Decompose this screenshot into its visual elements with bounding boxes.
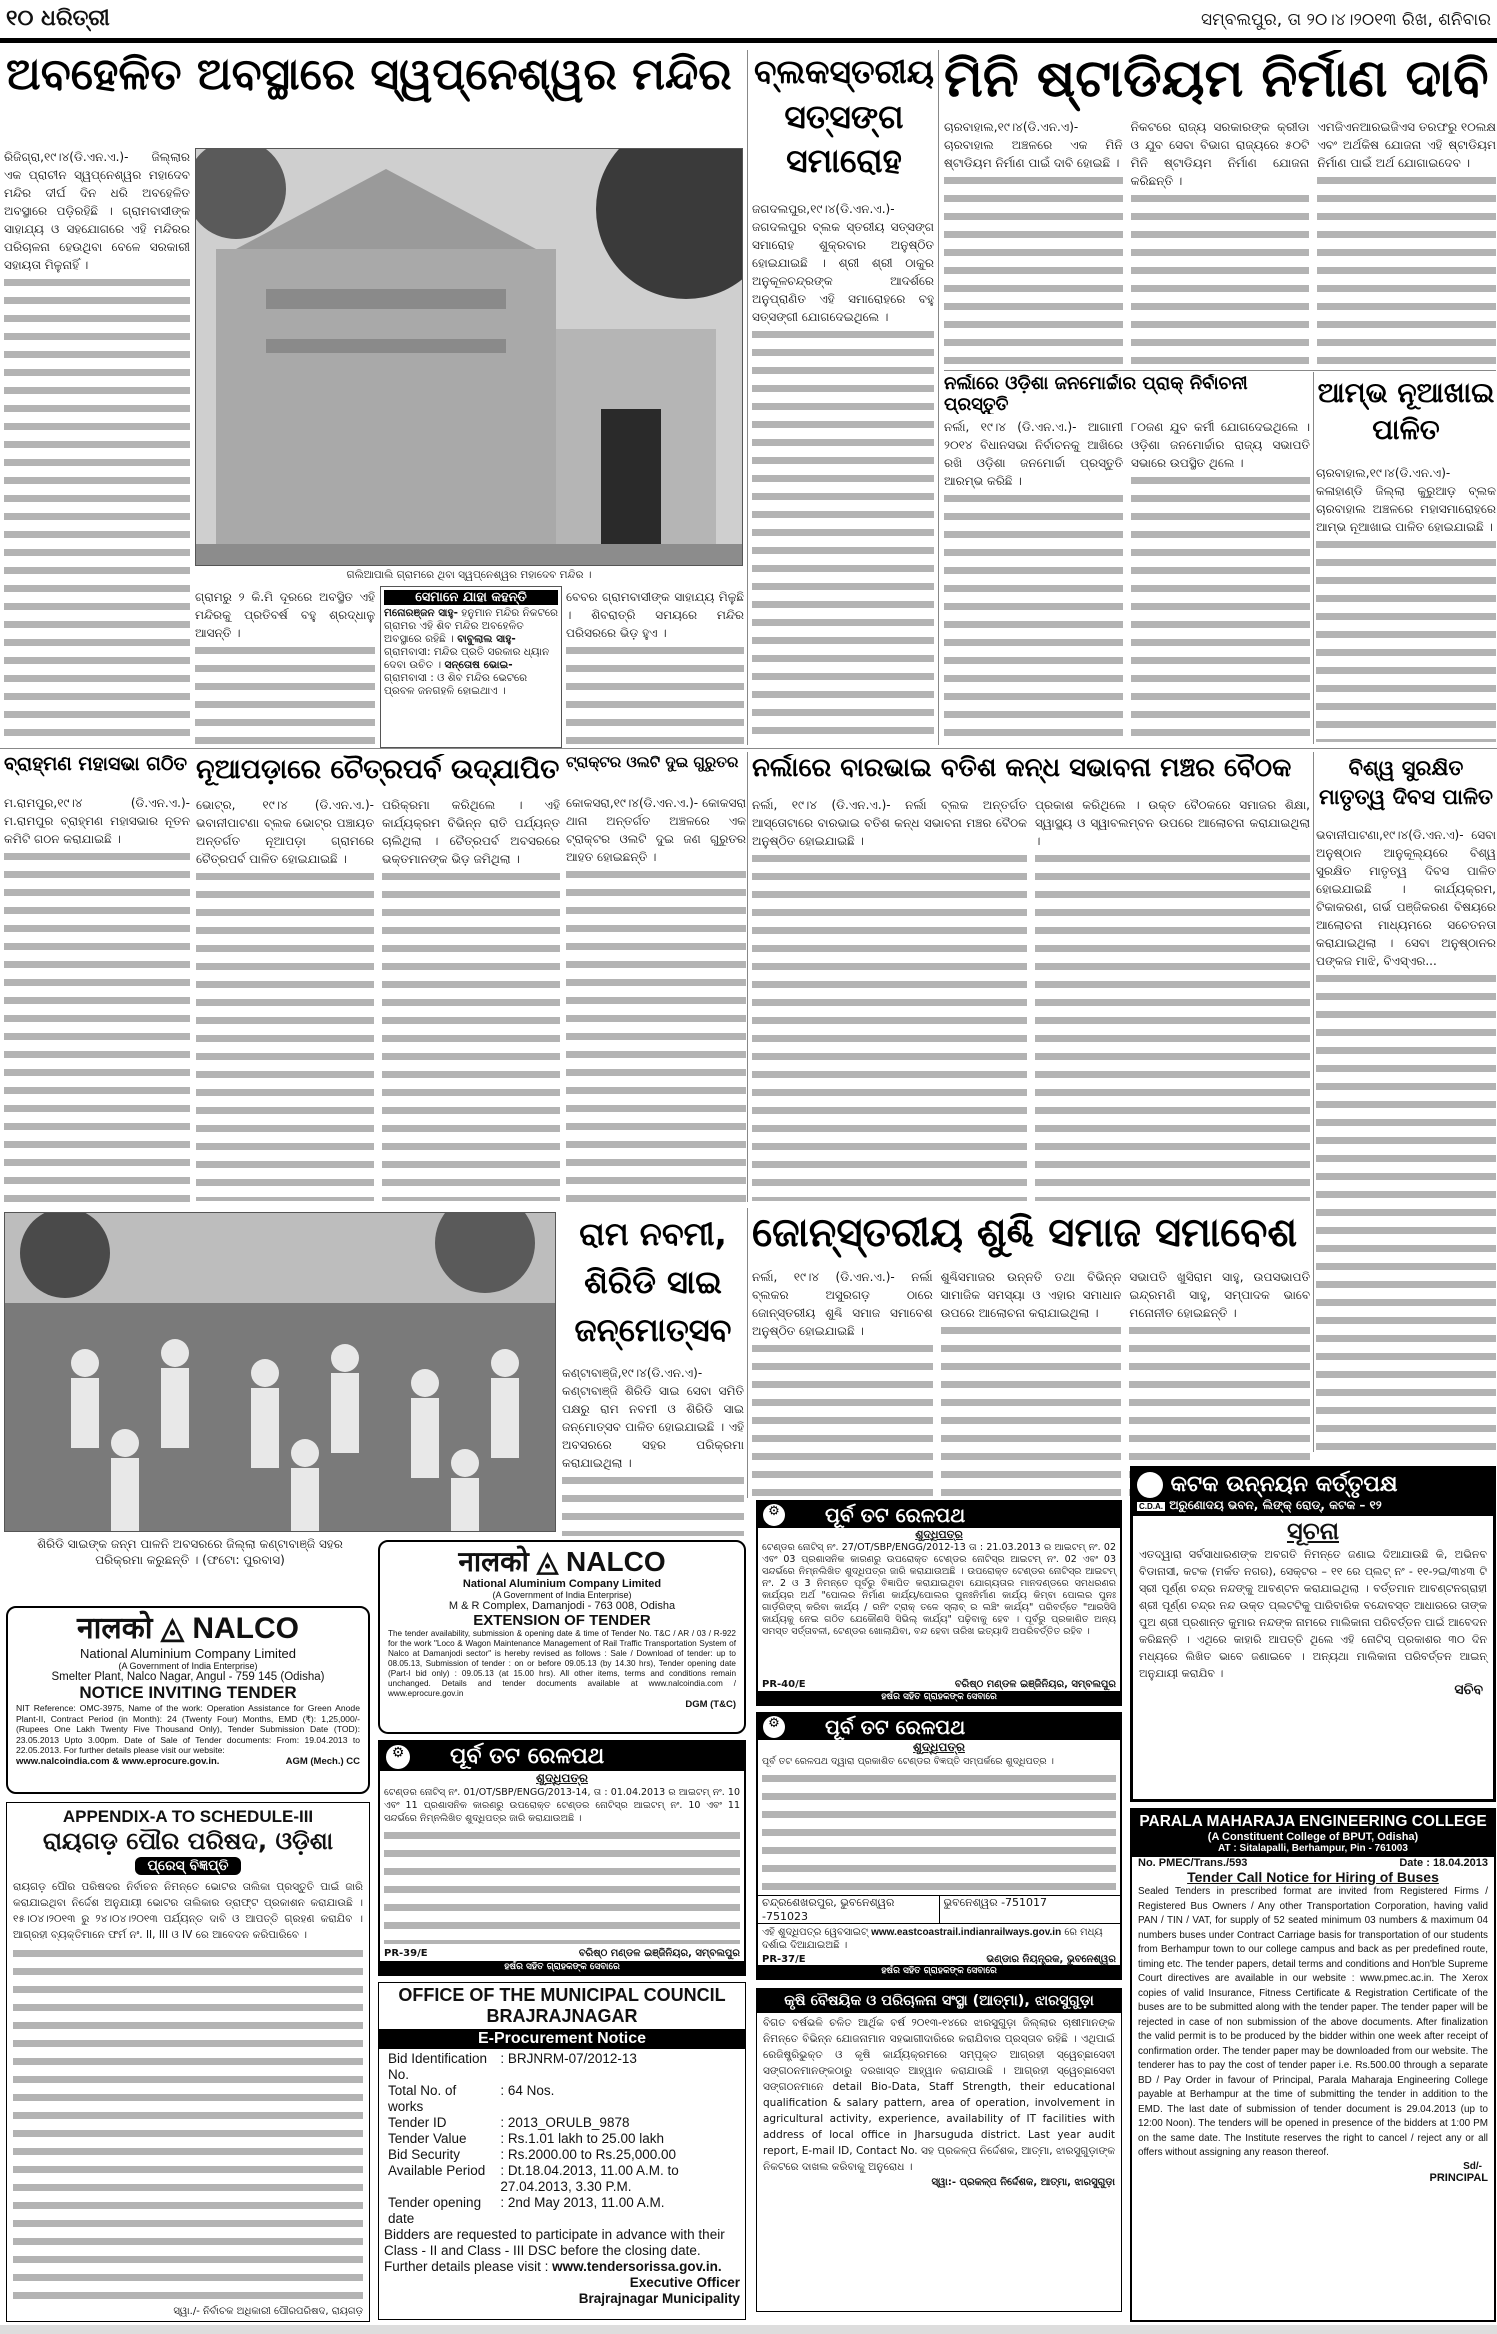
quote-text: ଗ୍ରାମବାସୀ: ମନ୍ଦିର ପ୍ରତି ସରକାର ଧ୍ୟାନ ଦେବା ଉଚିତ । <box>384 646 550 671</box>
rail-logo-icon: ⚙ <box>386 1745 410 1769</box>
article-text: ପରିକ୍ରମା କରିଥିଲେ । ଏହି କାର୍ଯ୍ୟକ୍ରମ ବିଭିନ୍ନ ରାତି ପର୍ଯ୍ୟନ୍ତ ଚାଲିଥିଲା । ଚୈତ୍ରପର୍ବ ଅବସରରେ ଭକ୍ତମାନଙ୍କ ଭିଡ଼ ଜମିଥିଲା । <box>382 798 560 866</box>
text-lines <box>944 490 1123 742</box>
rail-header <box>758 1502 1120 1528</box>
article-text: ଶୁଣ୍ଢିସମାଜର ଉନ୍ନତି ତଥା ବିଭିନ୍ନ ସାମାଜିକ ସମସ୍ୟା ଓ ଏହାର ସମାଧାନ ଉପରେ ଆଲୋଚନା କରାଯାଇଥିଲା । <box>940 1270 1122 1320</box>
ad-title: NOTICE INVITING TENDER <box>79 1683 297 1702</box>
bid-row <box>384 2163 740 2195</box>
cda-title: କଟକ ଉନ୍ନୟନ କର୍ତ୍ତୃପକ୍ଷ <box>1170 1472 1398 1497</box>
article-text: ଜଗଦଲପୁର,୧୯।୪(ଡି.ଏନ.ଏ.)- ଜଗଦଲପୁର ବ୍ଲକ ସ୍ତରୀୟ ସତ୍‌ସଙ୍ଗ ସମାରୋହ ଶୁକ୍ରବାର ଅନୁଷ୍ଠିତ ହୋଇଯାଇଛି । ଶ୍ରୀ ଶ୍ରୀ ଠାକୁର ଅନୁକୂଳଚନ୍ଦ୍ରଙ୍କ ଆଦର୍ଶରେ ଅନୁପ୍ରାଣିତ ଏହି ସମାରୋହରେ ବହୁ ସତ୍‌ସଙ୍ଗୀ ଯୋଗଦେଇଥିଲେ । <box>752 202 934 324</box>
rally-image <box>5 1213 556 1532</box>
rail-logo-icon: ⚙ <box>763 1504 785 1526</box>
further-label: Further details please visit : <box>384 2259 549 2274</box>
company-address: Smelter Plant, Nalco Nagar, Angul - 759 145 (Odisha) <box>51 1671 325 1683</box>
text-lines <box>762 1770 1116 1893</box>
rail-sub: ଶୁଦ୍ଧିପତ୍ର <box>913 1740 965 1754</box>
rail-sub: ଶୁଦ୍ଧିପତ୍ର <box>536 1771 588 1785</box>
company-sub: (A Government of India Enterprise) <box>118 1661 258 1671</box>
rally-photo <box>4 1212 556 1532</box>
text-lines <box>1316 536 1496 742</box>
text-lines <box>566 642 744 744</box>
article-chaitra-body <box>196 796 560 1201</box>
rail-address: ଭୁବନେଶ୍ୱର -751017 <box>943 1896 1048 1909</box>
temple-photo-caption: ଗଲିଆପାଲି ଗ୍ରାମରେ ଥିବା ସ୍ୱପ୍ନେଶ୍ୱର ମହାଦେବ ମନ୍ଦିର । <box>346 569 592 581</box>
text-lines <box>195 642 375 744</box>
article-text: ଭୋଟ୍ର, ୧୯।୪ (ଡି.ଏନ.ଏ.)- ଭବାନୀପାଟଣା ବ୍ଲକ ଭୋଟ୍ର ପଞ୍ଚାୟତ ଅନ୍ତର୍ଗତ ନୂଆପଡ଼ା ଗ୍ରାମରେ ଚୈତ୍ରପର୍ବ ପାଳିତ ହୋଇଯାଇଛି । <box>196 798 374 866</box>
dateline: ସମ୍ବଲପୁର, ତା ୨୦।୪।୨୦୧୩ ରିଖ, ଶନିବାର <box>1200 10 1491 30</box>
article-stadium-body <box>944 118 1496 368</box>
bid-value: : 64 Nos. <box>500 2083 555 2098</box>
rail-logo-icon: ⚙ <box>763 1716 785 1738</box>
web-prefix: ଏହି ଶୁଦ୍ଧିପତ୍ର ୱେବସାଇଟ୍ <box>762 1927 868 1938</box>
bid-value: : Dt.18.04.2013, 11.00 A.M. to 27.04.2013, 3.30 P.M. <box>500 2163 679 2194</box>
ad-title: କୃଷି ବୈଷୟିକ ଓ ପରିଚାଳନା ସଂସ୍ଥା (ଆତ୍ମା), ଝାରସୁଗୁଡ଼ା <box>757 1989 1121 2013</box>
text-lines <box>1316 970 1496 1456</box>
ad-website[interactable]: www.eastcoastrail.indianrailways.gov.in <box>871 1927 1062 1938</box>
headline-janamorcha: ନର୍ଲାରେ ଓଡ଼ିଶା ଜନମୋର୍ଚ୍ଚାର ପ୍ରାକ୍ ନିର୍ବାଚନୀ ପ୍ରସ୍ତୁତି <box>944 374 1248 414</box>
quotes-box <box>380 586 562 748</box>
company-address: M & R Complex, Damanjodi - 763 008, Odisha <box>448 1600 676 1612</box>
ad-body: ରାୟଗଡ଼ ପୌର ପରିଷଦର ନିର୍ବାଚନ ନିମନ୍ତେ ଭୋଟର ତାଲିକା ପ୍ରସ୍ତୁତି ପାଇଁ ଜାରି କରାଯାଇଥିବା ନିର୍ଦ୍ଦେଶ ଅନୁଯାୟୀ ଭୋଟର ତାଲିକାର ଡ୍ରାଫ୍ଟ ପ୍ରକାଶନ କରାଯାଉଛି । ୧୫।୦୪।୨୦୧୩ ରୁ ୨୪।୦୪।୨୦୧୩ ପର୍ଯ୍ୟନ୍ତ ଦାବି ଓ ଆପତ୍ତି ଗ୍ରହଣ କରାଯିବ । ଆଗ୍ରହୀ ବ୍ୟକ୍ତିମାନେ ଫର୍ମ ନଂ. II, III ଓ IV ରେ ଆବେଦନ କରିପାରିବେ । <box>13 1881 363 1941</box>
article-temple-body-3 <box>566 588 744 744</box>
text-lines <box>382 868 560 1201</box>
rail-title: ପୂର୍ବ ତଟ ରେଳପଥ <box>450 1744 605 1769</box>
headline-ramnavami: ରାମ ନବମୀ, ଶିରିଡି ସାଇ ଜନ୍ମୋତ୍ସବ <box>574 1215 732 1349</box>
bid-value: : 2013_ORULB_9878 <box>500 2115 630 2130</box>
article-temple-body <box>4 148 190 740</box>
column-divider <box>747 50 748 745</box>
article-text: କୋକସରା,୧୯।୪(ଡି.ଏନ.ଏ.)- କୋକସରା ଥାନା ଅନ୍ତର୍ଗତ ଅଞ୍ଚଳରେ ଏକ ଟ୍ରାକ୍ଟର ଓଲଟି ଦୁଇ ଜଣ ଗୁରୁତର ଆହତ ହୋଇଛନ୍ତି । <box>566 796 746 864</box>
page-footer-strip <box>0 2325 1497 2334</box>
section-rule <box>944 370 1496 371</box>
company-name: National Aluminium Company Limited <box>79 1646 297 1661</box>
page-number: ୧୦ ଧରିତ୍ରୀ <box>6 6 110 31</box>
bid-value: : Rs.1.01 lakh to 25.00 lakh <box>500 2131 664 2146</box>
quotes-box-title: ସେମାନେ ଯାହା କହନ୍ତି <box>384 590 558 605</box>
article-text: ନର୍ଲା, ୧୯।୪ (ଡି.ଏନ.ଏ.)- ଆଗାମୀ ୨୦୧୪ ବିଧାନସଭା ନିର୍ବାଚନକୁ ଆଖିରେ ରଖି ଓଡ଼ିଶା ଜନମୋର୍ଚ୍ଚା ପ୍ରସ୍ତୁତି ଆରମ୍ଭ କରିଛି । <box>944 420 1123 488</box>
article-text: ନର୍ଲା, ୧୯।୪ (ଡି.ଏନ.ଏ.)- ନର୍ଲା ବ୍ଲକ ଅନ୍ତର୍ଗତ ଆସ୍ତୋଟାରେ ବାରଭାଇ ବତିଶ କନ୍ଧ ସଭାବନା ମଞ୍ଚର ବୈଠକ ଅନୁଷ୍ଠିତ ହୋଇଯାଇଛି । <box>752 798 1027 848</box>
article-text: କଣ୍ଟାବାଞ୍ଜି,୧୯।୪(ଡି.ଏନ.ଏ)- କଣ୍ଟାବାଞ୍ଜି ଶିରିଡି ସାଇ ସେବା ସମିତି ପକ୍ଷରୁ ରାମ ନବମୀ ଓ ଶିରିଡି ସାଇ ଜନ୍ମୋତ୍ସବ ପାଳିତ ହୋଇଯାଇଛି । ଏହି ଅବସରରେ ସହର ପରିକ୍ରମା କରାଯାଇଥିଲା । <box>562 1366 744 1470</box>
ad-signatory-2: PRINCIPAL <box>1429 2171 1488 2184</box>
bid-value: : BRJNRM-07/2012-13 <box>500 2051 637 2066</box>
headline-barabhai: ନର୍ଲାରେ ବାରଭାଇ ବତିଶ କନ୍ଧ ସଭାବନା ମଞ୍ଚର ବୈଠକ <box>752 754 1292 783</box>
article-text: ବେବର ଗ୍ରାମବାସୀଙ୍କ ସାହାଯ୍ୟ ମିଳୁଛି । ଶିବରାତ୍ରି ସମୟରେ ମନ୍ଦିର ପରିସରରେ ଭିଡ଼ ହୁଏ । <box>566 590 744 640</box>
ad-signatory: DGM (T&C) <box>685 1699 736 1710</box>
ad-signatory: ସଚିବ <box>1454 1682 1483 1698</box>
article-text: ଚାରବାହାଲ,୧୯।୪(ଡି.ଏନ.ଏ)- ଚାରବାହାଲ ଅଞ୍ଚଳରେ ଏକ ମିନି ଷ୍ଟାଡିୟମ ନିର୍ମାଣ ପାଇଁ ଦାବି ହୋଇଛି । <box>944 120 1123 170</box>
text-lines <box>13 1945 363 2302</box>
headline-tractor: ଟ୍ରାକ୍ଟର ଓଲଟି ଦୁଇ ଗୁରୁତର <box>566 754 739 771</box>
ad-date: Date : 18.04.2013 <box>1399 1857 1488 1869</box>
article-text: ନର୍ଲା, ୧୯।୪ (ଡି.ଏନ.ଏ.)- ନର୍ଲା ବ୍ଲକର ଅସୁରଗଡ଼ ଠାରେ ଜୋନ୍‌ସ୍ତରୀୟ ଶୁଣ୍ଢି ସମାଜ ସମାବେଶ ଅନୁଷ୍ଠିତ ହୋଇଯାଇଛି । <box>752 1270 933 1338</box>
web-suffix: ରେ ମଧ୍ୟ ଦର୍ଶାଇ ଦିଆଯାଇଅଛି । <box>762 1927 1103 1951</box>
column-divider <box>938 50 939 745</box>
ad-cda <box>1130 1466 1496 1802</box>
ad-body: The tender availability, submission & opening date & time of Tender No. T&C / AR / 03 / R-922 for the work "Loco & Wagon Maintenance Management of Rail Traffic Transportation System of Nalco at Damanjodi sector" is hereby revised as follows : Sale / Download of tender: up to 08.05.13, Submission of tender : on or before 09.05.13 (by 14.30 hrs), Tender opening date (Part-I bid only) : 09.05.13 (at 15.00 hrs). All other items, terms and conditions remain unchanged. Details and tender documents available at www.nalcoindia.com / www.eprocure.gov.in <box>388 1629 736 1698</box>
cda-heading: ସୂଚନା <box>1286 1517 1339 1545</box>
ad-municipal <box>378 1982 746 2320</box>
bid-label: Tender ID <box>388 2115 447 2130</box>
ad-badge: ପ୍ରେସ୍ ବିଜ୍ଞପ୍ତି <box>135 1857 240 1875</box>
cda-address: ଅରୁଣୋଦୟ ଭବନ, ଲିଙ୍କ୍ ରୋଡ୍, କଟକ – ୧୨ <box>1169 1498 1382 1512</box>
quote-name: ବାବୁଲାଲ ସାହୁ- <box>457 633 516 645</box>
article-brahman-body <box>4 794 190 1202</box>
quote-text: ଗ୍ରାମବାସୀ : ଓ ଶିବ ମନ୍ଦିର ଭେଟରେ ପ୍ରବଳ ଜନଗହଳି ହୋଇଥାଏ । <box>384 672 528 697</box>
article-text: ନିକଟରେ ରାଜ୍ୟ ସରକାରଙ୍କ କ୍ରୀଡା ଓ ଯୁବ ସେବା ବିଭାଗ ରାଜ୍ୟରେ ୫୦ଟି ମିନି ଷ୍ଟାଡିୟମ ନିର୍ମାଣ ଯୋଜନା କରିଛନ୍ତି । <box>1130 120 1310 188</box>
bid-label: Total No. of works <box>388 2083 457 2114</box>
rail-sub: ଶୁଦ୍ଧିପତ୍ର <box>915 1528 963 1541</box>
rail-footer: ହର୍ଷର ସହିତ ଗ୍ରାହକଙ୍କ ସେବାରେ <box>758 1691 1120 1704</box>
bid-row <box>384 2083 740 2115</box>
ad-atma <box>756 1988 1122 2312</box>
ad-subtitle: (A Constituent College of BPUT, Odisha) <box>1207 1831 1419 1843</box>
bid-label: Bid Security <box>388 2147 461 2162</box>
headline-shundi: ଜୋନ୍‌ସ୍ତରୀୟ ଶୁଣ୍ଢି ସମାଜ ସମାବେଶ <box>752 1210 1298 1256</box>
rally-photo-caption: ଶିରିଡି ସାଇଙ୍କ ଜନ୍ମ ପାଳନି ଅବସରରେ ଜିଲ୍ଲା କଣ୍ଟାବାଞ୍ଜି ସହର ପରିକ୍ରମା କରୁଛନ୍ତି । (ଫଟୋ: ପୁରବାସ) <box>37 1537 343 1567</box>
headline-maternity: ବିଶ୍ୱ ସୁରକ୍ଷିତ ମାତୃତ୍ୱ ଦିବସ ପାଳିତ <box>1318 756 1493 810</box>
article-janamorcha-body <box>944 418 1310 742</box>
nalco-hindi-logo: नालको <box>458 1546 529 1577</box>
quote-text: ହନୁମାନ ମନ୍ଦିର ନିକଟରେ ଗ୍ରାମର ଏହି ଶିବ ମନ୍ଦିର ଅବହେଳିତ ଅବସ୍ଥାରେ ରହିଛି । <box>384 607 559 645</box>
nalco-hindi-logo: नालको <box>77 1612 153 1645</box>
article-tractor-body <box>566 794 746 1202</box>
ad-rail-1 <box>756 1500 1122 1706</box>
bid-label: Available Period <box>388 2163 486 2178</box>
ad-header: APPENDIX-A TO SCHEDULE-III <box>62 1807 314 1826</box>
ad-body: ପୂର୍ବ ତଟ ରେଳପଥ ଦ୍ୱାରା ପ୍ରକାଶିତ ଟେଣ୍ଡର ବିଜ୍ଞପ୍ତି ସମ୍ପର୍କରେ ଶୁଦ୍ଧିପତ୍ର । <box>762 1756 1054 1767</box>
headline-satsang: ବ୍ଲକସ୍ତରୀୟ ସତ୍‌ସଙ୍ଗ ସମାରୋହ <box>753 52 935 181</box>
section-rule <box>0 748 1497 749</box>
ad-body: NIT Reference: OMC-3975, Name of the work: Operation Assistance for Green Anode Plant-II, Contract Period (in Month): 24 (Twenty Four) Months, EMD (₹): 1,25,000/- (Rupees One Lakh Twenty Five Thousand Only), Tender Submission Date (TOD): 23.05.2013 Upto 3.00pm. Date of Sale of Tender documents: From: 19.04.2013 to 22.05.2013. For further details please visit our website: <box>16 1703 360 1755</box>
article-text: ପ୍ରକାଶ କରିଥିଲେ । ଉକ୍ତ ବୈଠକରେ ସମାଜର ଶିକ୍ଷା, ସ୍ୱାସ୍ଥ୍ୟ ଓ ସ୍ୱାବଲମ୍ବନ ଉପରେ ଆଲୋଚନା କରାଯାଇଥିଲା । <box>1035 798 1310 848</box>
ad-body: ଟେଣ୍ଡର ନୋଟିସ୍ ନଂ. 27/OT/SBP/ENGG/2012-13 ତା : 21.03.2013 ର ଆଇଟମ୍ ନଂ. 02 ଏବଂ 03 ପ୍ରଶାସନିକ କାରଣରୁ ଉପରୋକ୍ତ ଟେଣ୍ଡର ନୋଟିସ୍‌ର ଆଇଟମ୍ ନଂ. 02 ଏବଂ 03 ସନ୍ଦର୍ଭରେ ନିମ୍ନଲିଖିତ ଶୁଦ୍ଧିପତ୍ର ଜାରି କରାଯାଉଅଛି । ଉପରୋକ୍ତ ଟେଣ୍ଡର ନୋଟିସ୍‌ର ଆଇଟମ୍ ନଂ. 2 ଓ 3 ନିମନ୍ତେ ପୂର୍ବରୁ ବିଜ୍ଞାପିତ କରାଯାଇଥିବା ଯୋଗ୍ୟତାର ମାନଦଣ୍ଡରେ ସମଧରଣର କାର୍ଯ୍ୟର ଅର୍ଥ "ପୋଲର ନିର୍ମାଣ କାର୍ଯ୍ୟ/ପୋଲର ପୁନଃନିର୍ମାଣ କାର୍ଯ୍ୟ କିମ୍ବା ପୋଲର ପୁନଃ ଗାର୍ଡ଼ରିଙ୍ଗ୍ କରିବା କାର୍ଯ୍ୟ / ରନିଂ ଟ୍ରାକ୍ ତଳେ ସ୍ଲାବ୍ ର ଲଞ୍ଚିଂ କାର୍ଯ୍ୟ" ପରିବର୍ତ୍ତେ "ଆରସିସି କାର୍ଯ୍ୟକୁ ନେଇ ଗଠିତ ଯେକୌଣସି ସିଭିଲ୍ କାର୍ଯ୍ୟ" ପଢ଼ିବାକୁ ହେବ । ପୂର୍ବରୁ ପ୍ରକାଶିତ ଅନ୍ୟ ସମସ୍ତ ସର୍ତ୍ତାବଳୀ, ଟେଣ୍ଡର ଖୋଲାଯିବା, ବନ୍ଦ ହେବା ତାରିଖ ଇତ୍ୟାଦି ଅପରିବର୍ତ୍ତିତ ରହିବ । <box>762 1542 1116 1637</box>
temple-image <box>196 149 743 566</box>
ad-ref-number: No. PMEC/Trans./593 <box>1138 1857 1248 1869</box>
text-lines <box>566 866 746 1202</box>
ad-rail-3 <box>756 1712 1122 1980</box>
rail-footer: ହର୍ଷର ସହିତ ଗ୍ରାହକଙ୍କ ସେବାରେ <box>380 1961 744 1974</box>
bid-label: Tender opening date <box>388 2195 482 2226</box>
text-lines <box>4 274 190 740</box>
ad-signatory: Sd/- <box>1463 2160 1482 2172</box>
ad-rail-2 <box>378 1740 746 1976</box>
bid-value: : Rs.2000.00 to Rs.25,000.00 <box>500 2147 676 2162</box>
ad-raygada <box>6 1802 370 2322</box>
company-name: National Aluminium Company Limited <box>462 1578 662 1590</box>
ad-signatory: AGM (Mech.) CC <box>285 1755 360 1767</box>
rail-address: ଚନ୍ଦ୍ରଶେଖରପୁର, ଭୁବନେଶ୍ୱର -751023 <box>758 1896 940 1923</box>
article-nuakhai-body <box>1316 464 1496 742</box>
text-lines <box>1035 850 1310 1201</box>
quote-name: ସନ୍ତୋଷ ଭୋଇ- <box>444 659 513 671</box>
column-divider <box>747 1208 748 1498</box>
text-lines <box>1131 190 1310 368</box>
column-divider <box>747 752 748 1202</box>
masthead-rule <box>0 38 1497 43</box>
nalco-logo: NALCO <box>566 1546 666 1577</box>
rail-header <box>380 1742 744 1771</box>
column-divider <box>1313 752 1314 1452</box>
ad-website[interactable]: www.nalcoindia.com & www.eprocure.gov.in. <box>16 1755 220 1767</box>
nalco-logo-icon: ◬ <box>536 1546 559 1577</box>
ad-bar: E-Procurement Notice <box>379 2029 745 2049</box>
ad-body: ବିଗତ ବର୍ଷଭଳି ଚଳିତ ଆର୍ଥିକ ବର୍ଷ ୨୦୧୩-୧୪ରେ ଝାରସୁଗୁଡ଼ା ଜିଲ୍ଲାର ଚାଷୀମାନଙ୍କ ନିମନ୍ତେ ବିଭିନ୍ନ ଯୋଜନାମାନ ସହଭାଗୀଦାରିରେ କରାଯିବାର ପ୍ରସ୍ତାବ ରହିଛି । ଏଥିପାଇଁ ରେଜିଷ୍ଟ୍ରିଭୁକ୍ତ ଓ କୃଷି କାର୍ଯ୍ୟକ୍ରମରେ ସମ୍ପୃକ୍ତ ଆଗ୍ରହୀ ସ୍ୱେଚ୍ଛାସେବୀ ସଙ୍ଗଠନମାନଙ୍କଠାରୁ ଦରଖାସ୍ତ ଆହ୍ୱାନ କରାଯାଉଛି । ଆଗ୍ରହୀ ସ୍ୱେଚ୍ଛାସେବୀ ସଙ୍ଗଠନମାନେ detail Bio-Data, Staff Strength, their educational qualification & salary pattern, area of operation, involvement in agricultural activity, experience, availability of IT facilities with address of local office in Jharsuguda district. Last year audit report, E-mail ID, Contact No. ସହ ପ୍ରକଳ୍ପ ନିର୍ଦ୍ଦେଶକ, ଆତ୍ମା, ଝାରସୁଗୁଡ଼ାଙ୍କ ନିକଟରେ ଦାଖଲ କରିବାକୁ ଅନୁରୋଧ । <box>763 2017 1115 2173</box>
headline-nuakhai: ଆମ୍ଭ ନୂଆଖାଇ ପାଳିତ <box>1317 376 1495 447</box>
ad-pr-number: PR-40/E <box>762 1679 806 1690</box>
ad-signatory: ବରିଷ୍ଠ ମଣ୍ଡଳ ଇଞ୍ଜିନିୟର, ସମ୍ବଲପୁର <box>578 1948 740 1959</box>
nalco-logo: NALCO <box>192 1612 299 1645</box>
article-temple-body-2 <box>195 588 375 744</box>
bid-details <box>384 2051 740 2227</box>
text-lines <box>1317 172 1496 368</box>
rail-footer: ହର୍ଷର ସହିତ ଗ୍ରାହକଙ୍କ ସେବାରେ <box>758 1965 1120 1978</box>
masthead <box>0 0 1497 46</box>
text-lines <box>1131 472 1310 742</box>
ad-title: EXTENSION OF TENDER <box>473 1612 651 1629</box>
rail-header <box>758 1714 1120 1740</box>
article-text: ଚାରବାହାଲ,୧୯।୪(ଡି.ଏନ.ଏ)- କଳାହାଣ୍ଡି ଜିଲ୍ଲା କୁରୁଆଡ଼ ବ୍ଲକ ଚାରବାହାଲ ଅଞ୍ଚଳରେ ମହାସମାରୋହରେ ଆମ୍ଭ ନୂଆଖାଇ ପାଳିତ ହୋଇଯାଇଛି । <box>1316 466 1496 534</box>
article-ramnavami-body <box>562 1364 744 1536</box>
cda-logo-text: C.D.A. <box>1139 1502 1163 1511</box>
text-lines <box>384 1827 740 1944</box>
bid-row <box>384 2131 740 2147</box>
quote-name: ମନୋରଞ୍ଜନ ସାହୁ- <box>384 607 458 619</box>
column-divider <box>1313 372 1314 744</box>
text-lines <box>196 868 374 1201</box>
ad-nalco-nit <box>6 1606 370 1794</box>
headline-temple: ଅବହେଳିତ ଅବସ୍ଥାରେ ସ୍ୱପ୍ନେଶ୍ୱର ମନ୍ଦିର <box>6 50 732 100</box>
article-text: ସଭାପତି ଖୁସିରାମ ସାହୁ, ଉପସଭାପତି ଇନ୍ଦ୍ରମଣି ସାହୁ, ସମ୍ପାଦକ ଭାବେ ମନୋନୀତ ହୋଇଛନ୍ତି । <box>1129 1270 1311 1320</box>
article-barabhai-body <box>752 796 1310 1201</box>
rail-title: ପୂର୍ବ ତଟ ରେଳପଥ <box>825 1503 966 1527</box>
article-shundi-body <box>752 1268 1310 1496</box>
headline-chaitra: ନୂଆପଡ଼ାରେ ଚୈତ୍ରପର୍ବ ଉଦ୍‌ଯାପିତ <box>196 754 560 785</box>
bid-row <box>384 2147 740 2163</box>
ad-address: AT : Sitalapalli, Berhampur, Pin - 761003 <box>1218 1843 1408 1854</box>
bid-label: Bid Identification No. <box>388 2051 488 2082</box>
ad-signatory: ଭଣ୍ଡାର ନିୟନ୍ତ୍ରକ, ଭୁବନେଶ୍ୱର <box>986 1954 1116 1965</box>
article-text: ମ.ରାମପୁର,୧୯।୪ (ଡି.ଏନ.ଏ.)- ମ.ରାମପୁର ବ୍ରାହ୍ମଣ ମହାସଭାର ନୂତନ କମିଟି ଗଠନ କରାଯାଇଛି । <box>4 796 190 846</box>
bid-row <box>384 2051 740 2083</box>
company-sub: (A Government of India Enterprise) <box>492 1590 632 1600</box>
ad-signatory: ବରିଷ୍ଠ ମଣ୍ଡଳ ଇଞ୍ଜିନିୟର, ସମ୍ବଲପୁର <box>954 1679 1116 1690</box>
article-satsang-body <box>752 200 934 743</box>
ad-title-2: BRAJRAJNAGAR <box>486 2006 638 2026</box>
text-lines <box>752 326 934 743</box>
headline-stadium: ମିନି ଷ୍ଟାଡିୟମ ନିର୍ମାଣ ଦାବି <box>944 50 1489 109</box>
ad-website[interactable]: www.tendersorissa.gov.in. <box>552 2259 722 2274</box>
ad-signatory: ସ୍ୱା:- ପ୍ରକଳ୍ପ ନିର୍ଦ୍ଦେଶକ, ଆତ୍ମା, ଝାରସୁଗୁଡ଼ା <box>931 2177 1115 2188</box>
ad-body: ଟେଣ୍ଡର ନୋଟିସ୍ ନଂ. 01/OT/SBP/ENGG/2013-14, ତା : 01.04.2013 ର ଆଇଟମ୍ ନଂ. 10 ଏବଂ 11 ପ୍ରଶାସନିକ କାରଣରୁ ଉପରୋକ୍ତ ଟେଣ୍ଡର ନୋଟିସ୍‌ର ଆଇଟମ୍ ନଂ. 10 ଏବଂ 11 ସନ୍ଦର୍ଭରେ ନିମ୍ନଲିଖିତ ଶୁଦ୍ଧିପତ୍ର ଜାରି କରାଯାଉଅଛି । <box>384 1787 740 1824</box>
ad-nalco-extension <box>378 1540 746 1734</box>
ad-title: OFFICE OF THE MUNICIPAL COUNCIL <box>398 1985 726 2005</box>
ad-heading: Tender Call Notice for Hiring of Buses <box>1187 1869 1439 1885</box>
ad-pr-number: PR-39/E <box>384 1948 428 1959</box>
rail-title: ପୂର୍ବ ତଟ ରେଳପଥ <box>825 1715 966 1739</box>
ad-title: ରାୟଗଡ଼ ପୌର ପରିଷଦ, ଓଡ଼ିଶା <box>42 1827 334 1855</box>
ad-signatory: ସ୍ୱା./- ନିର୍ବାଚକ ଅଧିକାରୀ ପୌରପରିଷଦ, ରାୟଗଡ଼ <box>173 2306 363 2317</box>
article-text: ରିଜିଗ୍ରା,୧୯।୪(ଡି.ଏନ.ଏ.)- ଜିଲ୍ଲାର ଏକ ପ୍ରାଚୀନ ସ୍ୱପ୍ନେଶ୍ୱର ମହାଦେବ ମନ୍ଦିର ଦୀର୍ଘ ଦିନ ଧରି ଅବହେଳିତ ଅବସ୍ଥାରେ ପଡ଼ିରହିଛି । ଗ୍ରାମବାସୀଙ୍କ ସାହାଯ୍ୟ ଓ ସହଯୋଗରେ ଏହି ମନ୍ଦିରର ପରିଚାଳନା ହେଉଥିବା ବେଳେ ସରକାରୀ ସହାୟତା ମିଳୁନାହିଁ । <box>4 150 190 272</box>
bid-row <box>384 2195 740 2227</box>
headline-brahman: ବ୍ରାହ୍ମଣ ମହାସଭା ଗଠିତ <box>4 754 188 775</box>
ad-note: Bidders are requested to participate in advance with their Class - II and Class - III DSC before the closing date. <box>384 2227 725 2258</box>
text-lines <box>752 1340 933 1496</box>
text-lines <box>752 850 1027 1201</box>
article-text: ଗ୍ରାମରୁ ୨ କି.ମି ଦୂରରେ ଅବସ୍ଥିତ ଏହି ମନ୍ଦିରକୁ ପ୍ରତିବର୍ଷ ବହୁ ଶ୍ରଦ୍ଧାଳୁ ଆସନ୍ତି । <box>195 590 375 640</box>
article-text: ଭବାନୀପାଟଣା,୧୯।୪(ଡି.ଏନ.ଏ)- ସେବା ଅନୁଷ୍ଠାନ ଆନୁକୂଲ୍ୟରେ ବିଶ୍ୱ ସୁରକ୍ଷିତ ମାତୃତ୍ୱ ଦିବସ ପାଳିତ ହୋଇଯାଇଛି । କାର୍ଯ୍ୟକ୍ରମ, ଟିକାକରଣ, ଗର୍ଭ ପଞ୍ଜିକରଣ ବିଷୟରେ ଆଲୋଚନା ମାଧ୍ୟମରେ ସଚେତନତା କରାଯାଇଥିଲା । ସେବା ଅନୁଷ୍ଠାନର ପଙ୍କଜ ମାଝି, ବିଏସ୍‌ଏର... <box>1316 828 1496 968</box>
ad-signatory: Executive Officer <box>629 2275 740 2290</box>
ad-pmec <box>1130 1808 1496 2322</box>
ad-pr-number: PR-37/E <box>762 1954 806 1965</box>
text-lines <box>562 1472 744 1536</box>
bid-value: : 2nd May 2013, 11.00 A.M. <box>500 2195 665 2210</box>
temple-photo <box>195 148 743 566</box>
bid-row <box>384 2115 740 2131</box>
article-text: ଏମଜିଏନଆରଇଜିଏସ ତରଫରୁ ୧୦ଲକ୍ଷ ଏବଂ ଅର୍ଥକିଷ ଯୋଜନା ଏହି ଷ୍ଟାଡିୟମ ନିର୍ମାଣ ପାଇଁ ଅର୍ଥ ଯୋଗାଇଦେବ । <box>1317 120 1497 170</box>
cda-logo-icon <box>1137 1472 1163 1498</box>
ad-body: ଏତଦ୍ୱାରା ସର୍ବସାଧାରଣଙ୍କ ଅବଗତି ନିମନ୍ତେ ଜଣାଇ ଦିଆଯାଉଛି କି, ଅଭିନବ ବିଡାନାସୀ, କଟକ (ମର୍କତ ନଗର), ସେକ୍ଟର – ୧୧ ରେ ପ୍ଲଟ୍ ନଂ - ୧୧-୨ଇ/୩୪୩ ଟି ସ୍ରୀ ପୂର୍ଣ୍ଣ ଚନ୍ଦ୍ର ନନ୍ଦଙ୍କୁ ଆବଣ୍ଟନ କରାଯାଇଥିଲା । ବର୍ତ୍ତମାନ ଆବଣ୍ଟନଗ୍ରାହୀ ଶ୍ରୀ ପୂର୍ଣ୍ଣ ଚନ୍ଦ୍ର ନନ୍ଦ ଉକ୍ତ ପ୍ଲଟଟିକୁ ପାରିବାରିକ ବନ୍ଦୋବସ୍ତ ଆଧାରରେ ତାଙ୍କ ପୁଅ ଶ୍ରୀ ପ୍ରଶାନ୍ତ କୁମାର ନନ୍ଦଙ୍କ ନାମରେ ମାଲିକାନା ପରିବର୍ତ୍ତନ ପାଇଁ ଆବେଦନ କରିଛନ୍ତି । ଏଥିରେ କାହାରି ଆପତ୍ତି ଥିଲେ ଏହି ନୋଟିସ୍ ପ୍ରକାଶର ୩୦ ଦିନ ମଧ୍ୟରେ ଲିଖିତ ଭାବେ ଜଣାଇବେ । ଅନ୍ୟଥା ମାଲିକାନା ପରିବର୍ତ୍ତନ ଆଇନ୍ ଅନୁଯାୟୀ କରାଯିବ । <box>1139 1548 1487 1680</box>
nalco-logo-icon: ◬ <box>160 1612 184 1645</box>
text-lines <box>941 1322 1122 1496</box>
bid-label: Tender Value <box>388 2131 467 2146</box>
article-text: ୮୦ଜଣ ଯୁବ କର୍ମୀ ଯୋଗଦେଇଥିଲେ । ଓଡ଼ିଶା ଜନମୋର୍ଚ୍ଚାର ରାଜ୍ୟ ସଭାପତି ସଭାରେ ଉପସ୍ଥିତ ଥିଲେ । <box>1131 420 1310 470</box>
ad-body: Sealed Tenders in prescribed format are invited from Registered Firms / Registered Bus Owners / Any other Transportation Corporation, having valid PAN / TIN / VAT, for supply of 52 seated minimum 03 numbers & maximum 04 numbers buses under Contract Carriage basis for transportation of our students from Berhampur town to our college campus and back as per predefined route, timing etc. The tender papers, detail terms and conditions and Hon'ble Supreme Court directives are available in our website : www.pmec.ac.in. The Xerox copies of valid Insurance, Fitness Certificate & Registration Certificate of the buses are to be submitted along with the tender paper. The tender paper will be rejected in case of non submission of the above documents. After finalization the valid permit is to be produced by the bidder within one week after receipt of confirmation order. The tender paper may be downloaded from our website. The tenderer has to pay the cost of tender paper i.e. Rs.500.00 through a separate BD / Pay Order in favour of Principal, Parala Maharaja Engineering College payable at Berhampur at the time of submitting the tender in addition to the EMD. The last date of submission of tender document is 29.04.2013 (up to 12:00 Noon). The tenders will be opened in presence of the bidders at 1:00 PM on the same date. The Institute reserves the right to cancel / reject any or all offers without assigning any reason thereof. <box>1138 1886 1488 2158</box>
ad-title: PARALA MAHARAJA ENGINEERING COLLEGE <box>1139 1813 1487 1830</box>
text-lines <box>944 172 1123 368</box>
text-lines <box>4 848 190 1202</box>
ad-signatory-2: Brajrajnagar Municipality <box>578 2291 740 2306</box>
article-maternity-body <box>1316 826 1496 1456</box>
